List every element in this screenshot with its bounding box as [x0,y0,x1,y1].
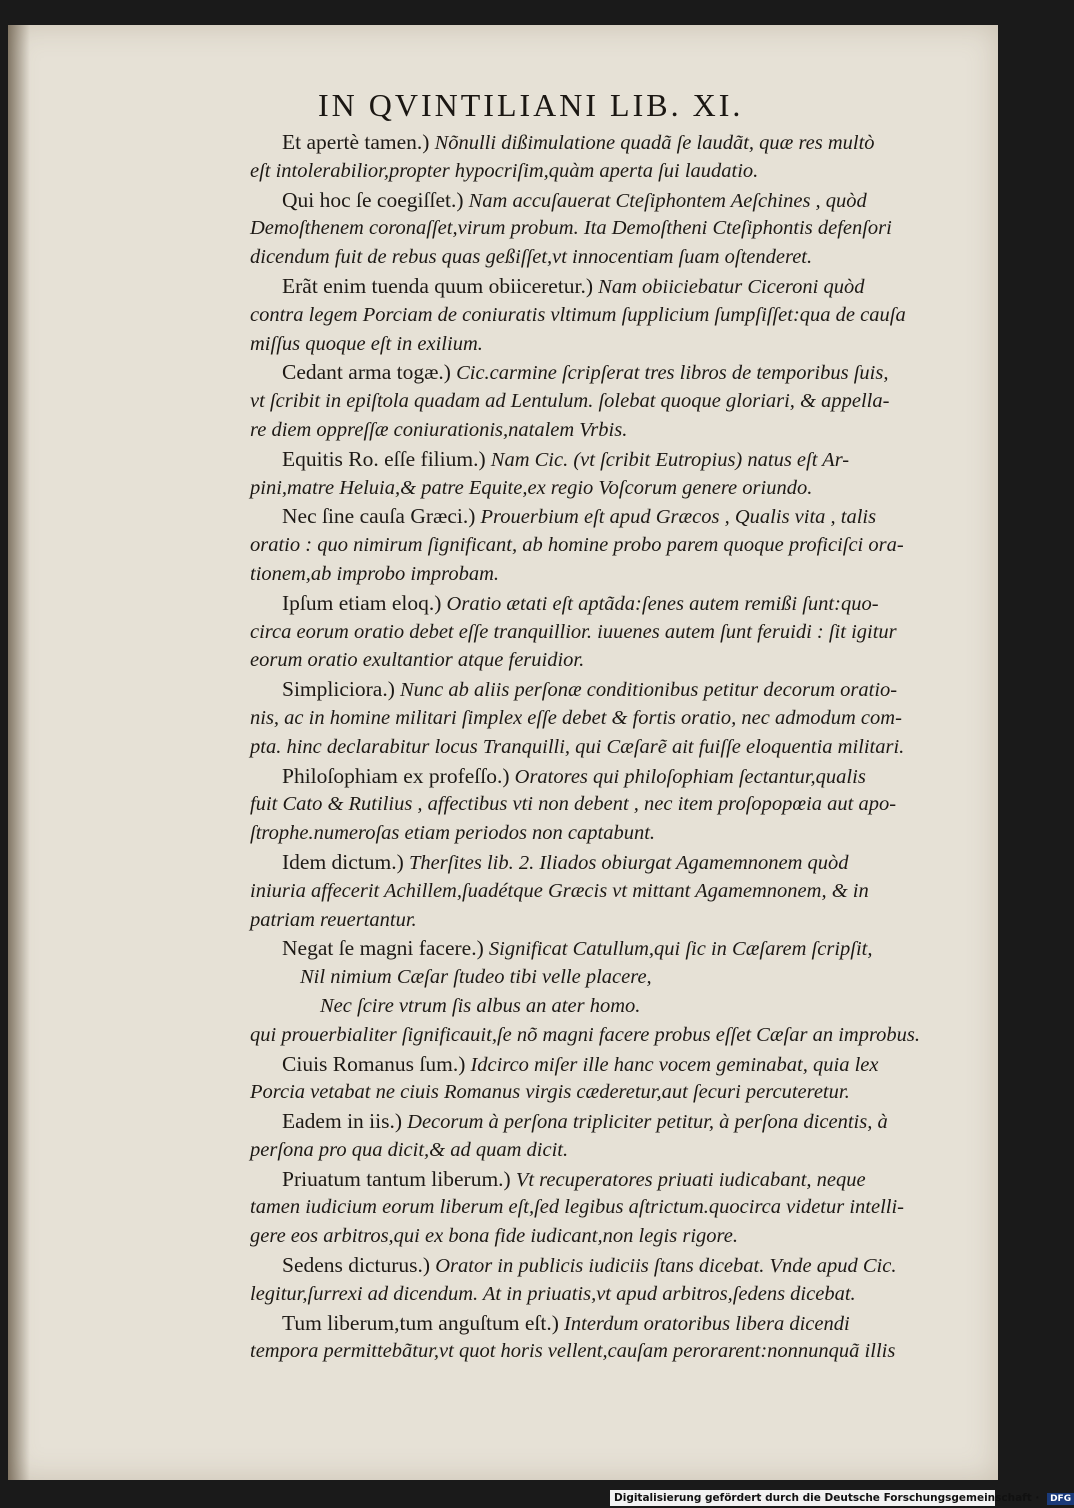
text-line [250,848,970,877]
text-line [250,157,970,186]
commentary: gere eos arbitros,qui ex bona fide iudicant,non legis rigore. [250,1225,738,1248]
text-line [250,330,970,359]
commentary: pini,matre Heluia,& patre Equite,ex regio Voſcorum genere oriundo. [250,476,813,499]
lemma: Erãt enim tuenda quum obiiceretur.) [282,273,594,298]
text-line [250,416,970,445]
commentary: Oratores qui philoſophiam ſectantur,qualis [509,765,866,788]
text-line [250,502,970,531]
commentary: patriam reuertantur. [250,908,417,931]
text-line [250,790,970,819]
text-line [250,445,970,474]
text-line [250,1078,970,1107]
text-line [250,243,970,272]
footer-text: Digitalisierung gefördert durch die Deutsche Forschungsgemeinschaft · [614,1492,1040,1504]
commentary-text [250,128,970,1366]
commentary: tamen iudicium eorum liberum eſt,ſed legibus aſtrictum.quocirca videtur intelli- [250,1196,904,1219]
commentary: Orator in publicis iudiciis ſtans dicebat. Vnde apud Cic. [430,1255,897,1278]
commentary: oratio : quo nimirum ſignificant, ab homine probo parem quoque proficiſci ora- [250,534,904,557]
commentary: dicendum fuit de rebus quas geßiſſet,vt innocentiam ſuam oſtenderet. [250,246,813,269]
text-line [250,1280,970,1309]
text-line [250,675,970,704]
commentary: Therſites lib. 2. Iliados obiurgat Agamemnonem quòd [403,851,849,874]
lemma: Philoſophiam ex profeſſo.) [282,763,510,788]
lemma: Equitis Ro. eſſe filium.) [282,446,486,471]
commentary: legitur,ſurrexi ad dicendum. At in priuatis,vt apud arbitros,ſedens dicebat. [250,1282,856,1305]
lemma: Tum liberum,tum anguſtum eſt.) [282,1310,559,1335]
lemma: Eadem in iis.) [282,1109,403,1134]
text-line [250,819,970,848]
commentary: nis, ac in homine militari ſimplex eſſe debet & fortis oratio, nec admodum com- [250,706,902,729]
commentary: Idcirco miſer ille hanc vocem geminabat, quia lex [465,1053,879,1076]
commentary: tionem,ab improbo improbam. [250,562,500,585]
commentary: iniuria affecerit Achillem,ſuadétque Græcis vt mittant Agamemnonem, & in [250,879,869,902]
commentary: Nam obiiciebatur Ciceroni quòd [593,275,865,298]
commentary: Nõnulli dißimulatione quadã ſe laudãt, quæ res multò [429,132,875,154]
text-line [250,186,970,215]
text-line [250,531,970,560]
text-line [250,1050,970,1079]
lemma: Nec ſine cauſa Græci.) [282,504,476,529]
commentary: tempora permittebãtur,vt quot horis vellent,cauſam perorarent:nonnunquã illis [250,1340,896,1363]
commentary: Nam accuſauerat Cteſiphontem Aeſchines , quòd [463,189,867,212]
text-line [250,1107,970,1136]
commentary: Prouerbium eſt apud Græcos , Qualis vita , talis [475,506,877,529]
commentary: Vt recuperatores priuati iudicabant, neque [510,1168,866,1191]
commentary: Demoſthenem coronaſſet,virum probum. Ita Demoſtheni Cteſiphontis defenſori [250,217,892,240]
lemma: Cedant arma togæ.) [282,360,451,385]
text-line [250,387,970,416]
lemma: Idem dictum.) [282,849,404,874]
text-line [250,992,970,1021]
text-line [250,762,970,791]
text-line [250,1165,970,1194]
commentary: Oratio ætati eſt aptãda:ſenes autem remißi ſunt:quo- [441,592,879,615]
lemma: Negat ſe magni facere.) [282,936,484,961]
commentary: circa eorum oratio debet eſſe tranquillior. iuuenes autem ſunt feruidi : ſit igitur [250,620,897,643]
commentary: Interdum oratoribus libera dicendi [558,1312,850,1335]
lemma: Ipſum etiam eloq.) [282,590,442,615]
text-line [250,1251,970,1280]
lemma: Priuatum tantum liberum.) [282,1166,511,1191]
text-line [250,589,970,618]
commentary: qui prouerbialiter ſignificauit,ſe nõ magni facere probus eſſet Cæſar an improbus. [250,1023,921,1046]
commentary: pta. hinc declarabitur locus Tranquilli, qui Cæſarẽ ait fuiſſe eloquentia militari. [250,735,905,758]
lemma: Simpliciora.) [282,677,395,702]
commentary: Porcia vetabat ne ciuis Romanus virgis cæderetur,aut ſecuri percuteretur. [250,1081,850,1104]
commentary: contra legem Porciam de coniuratis vltimum ſupplicium ſumpſiſſet:qua de cauſa [250,303,906,326]
commentary: Cic.carmine ſcripſerat tres libros de temporibus ſuis, [450,362,889,385]
commentary: eorum oratio exultantior atque feruidior. [250,649,585,672]
text-line [250,1021,970,1050]
dfg-logo: DFG [1047,1493,1074,1505]
lemma: Sedens dicturus.) [282,1253,431,1278]
text-line [250,733,970,762]
text-line [250,128,970,157]
text-line [250,704,970,733]
text-line [250,877,970,906]
lemma: Qui hoc ſe coegiſſet.) [282,187,464,212]
text-line [250,963,970,992]
commentary: perſona pro qua dicit,& ad quam dicit. [250,1138,569,1161]
commentary: Nec ſcire vtrum ſis albus an ater homo. [320,994,641,1017]
commentary: Decorum à perſona tripliciter petitur, à perſona dicentis, à [402,1111,888,1134]
text-line [250,646,970,675]
text-line [250,1337,970,1366]
lemma: Ciuis Romanus ſum.) [282,1051,466,1076]
commentary: Nunc ab aliis perſonæ conditionibus petitur decorum oratio- [394,679,898,702]
text-line [250,272,970,301]
text-line [250,474,970,503]
text-line [250,1222,970,1251]
text-line [250,1136,970,1165]
commentary: Significat Catullum,qui ſic in Cæſarem ſcripſit, [483,938,873,961]
commentary: Nil nimium Cæſar ſtudeo tibi velle placere, [300,966,652,989]
commentary: Nam Cic. (vt ſcribit Eutropius) natus eſt Ar- [485,448,850,471]
commentary: eſt intolerabilior,propter hypocriſim,quàm aperta ſui laudatio. [250,159,759,182]
text-line [250,1193,970,1222]
text-line [250,301,970,330]
commentary: re diem oppreſſæ coniurationis,natalem Vrbis. [250,418,628,441]
text-line [250,1309,970,1338]
lemma: Et apertè tamen.) [282,130,430,154]
text-line [250,618,970,647]
text-line [250,934,970,963]
commentary: vt ſcribit in epiſtola quadam ad Lentulum. ſolebat quoque gloriari, & appella- [250,390,890,413]
text-line [250,358,970,387]
running-head: IN QVINTILIANI LIB. XI. [318,87,744,123]
commentary: fuit Cato & Rutilius , affectibus vti non debent , nec item proſopopœia aut apo- [250,793,897,816]
text-line [250,560,970,589]
commentary: ſtrophe.numeroſas etiam periodos non captabunt. [250,822,656,845]
funding-footer [610,1490,1072,1506]
text-line [250,214,970,243]
commentary: miſſus quoque eſt in exilium. [250,332,483,355]
text-line [250,906,970,935]
